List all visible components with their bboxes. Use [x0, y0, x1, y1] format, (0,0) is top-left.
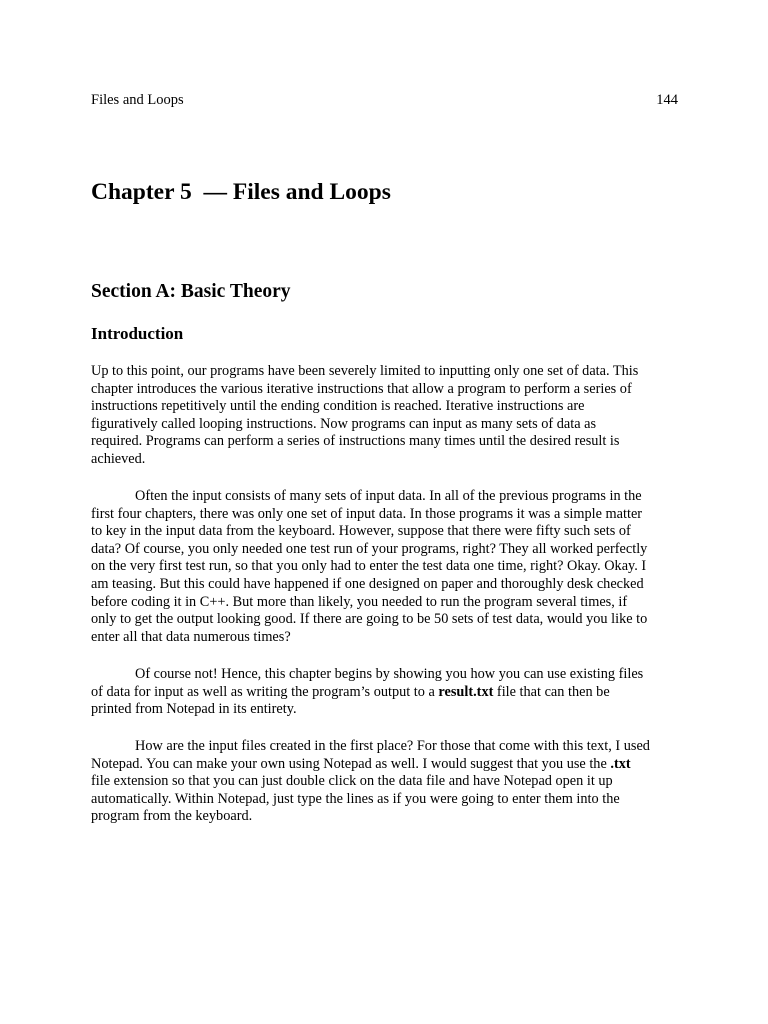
text-line: file extension so that you can just double click on the data file and have Notepad open it up	[91, 773, 613, 790]
paragraph-intro	[91, 363, 681, 469]
text-line: enter all that data numerous times?	[91, 628, 291, 645]
text-line	[91, 684, 681, 702]
text-line: How are the input files created in the first place? For those that come with this text, I used	[135, 738, 650, 754]
text-line: figuratively called looping instructions. Now programs can input as many sets of data as	[91, 415, 597, 432]
text-line	[91, 756, 681, 774]
text-line: chapter introduces the various iterative instructions that allow a program to perform a series of	[91, 380, 632, 397]
text-line: required. Programs can perform a series of instructions many times until the desired result is	[91, 433, 620, 450]
header-title: Files and Loops	[91, 92, 184, 108]
text-line: Up to this point, our programs have been severely limited to inputting only one set of data. This	[91, 363, 639, 379]
text-line: am teasing. But this could have happened if one designed on paper and thoroughly desk checked	[91, 575, 644, 592]
text-line: instructions repetitively until the ending condition is reached. Iterative instructions are	[91, 398, 585, 415]
text-fragment: file that can then be	[493, 683, 610, 700]
text-line: automatically. Within Notepad, just type the lines as if you were going to enter them into the	[91, 790, 620, 807]
text-line: only to get the output looking good. If there are going to be 50 sets of test data, would you like to	[91, 611, 648, 628]
chapter-title: Chapter 5 — Files and Loops	[91, 179, 391, 205]
text-line: data? Of course, you only needed one test run of your programs, right? They all worked perfectly	[91, 540, 648, 557]
section-title: Section A: Basic Theory	[91, 281, 291, 302]
paragraph-notepad	[91, 738, 681, 826]
text-line: before coding it in C++. But more than likely, you needed to run the program several times, if	[91, 593, 628, 610]
text-line: to key in the input data from the keyboard. However, suppose that there were fifty such sets of	[91, 523, 631, 540]
text-line: program from the keyboard.	[91, 808, 253, 825]
text-line: first four chapters, there was only one set of input data. In those programs it was a simple matter	[91, 505, 643, 522]
running-header	[91, 90, 678, 110]
text-line: printed from Notepad in its entirety.	[91, 701, 297, 718]
text-fragment: Notepad. You can make your own using Notepad as well. I would suggest that you use the	[91, 755, 611, 772]
subsection-title: Introduction	[91, 324, 184, 343]
text-line: achieved.	[91, 450, 146, 467]
extension-txt: .txt	[610, 755, 631, 772]
page-number: 144	[656, 92, 678, 108]
paragraph-files	[91, 666, 681, 719]
paragraph-input-data	[91, 488, 681, 646]
text-line: on the very first test run, so that you only had to enter the test data one time, right? Okay. Okay. I	[91, 558, 647, 575]
text-fragment: of data for input as well as writing the program’s output to a	[91, 683, 439, 700]
text-line: Often the input consists of many sets of input data. In all of the previous programs in the	[135, 488, 642, 504]
text-line: Of course not! Hence, this chapter begins by showing you how you can use existing files	[135, 666, 644, 682]
filename-result-txt: result.txt	[438, 683, 494, 700]
